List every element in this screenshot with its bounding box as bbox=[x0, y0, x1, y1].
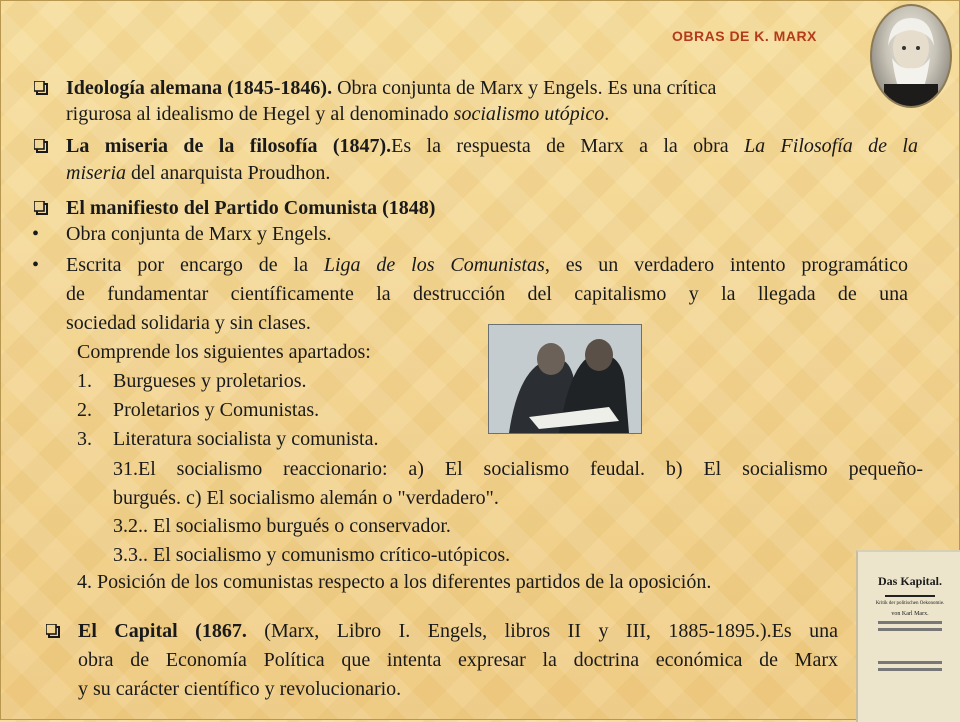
sec2-line2-post: del anarquista Proudhon. bbox=[126, 162, 331, 184]
sec3-b2-ital: Liga de los Comunistas bbox=[323, 254, 545, 276]
sec3-item-2-num: 2. bbox=[77, 399, 92, 421]
sec2-line2 bbox=[66, 161, 918, 186]
sec3-b2-line3: sociedad solidaria y sin clases. bbox=[66, 312, 311, 334]
sec3-sub1-line2: burgués. c) El socialismo alemán o "verdadero". bbox=[113, 487, 499, 509]
sec3-b1: Obra conjunta de Marx y Engels. bbox=[66, 223, 332, 245]
sec1-line2-pre: rigurosa al idealismo de Hegel y al denominado bbox=[66, 103, 454, 125]
sec3-item-1-num: 1. bbox=[77, 370, 92, 392]
sec3-item-2-text: Proletarios y Comunistas. bbox=[113, 399, 320, 421]
bullet-dot: • bbox=[32, 223, 40, 245]
sec4-title: El Capital (1867. bbox=[78, 620, 247, 642]
checkbox-bullet-icon bbox=[46, 624, 60, 638]
bullet-dot: • bbox=[32, 254, 40, 276]
sec3-item-3-text: Literatura socialista y comunista. bbox=[113, 428, 379, 450]
sec3-title: El manifiesto del Partido Comunista (1848) bbox=[66, 197, 436, 219]
sec2-title: La miseria de la filosofía (1847). bbox=[66, 135, 392, 157]
sec3-sub2: 3.2.. El socialismo burgués o conservador. bbox=[113, 515, 451, 537]
book-line bbox=[878, 621, 942, 624]
book-title: Das Kapital. bbox=[877, 574, 942, 588]
sec2-line2-ital: miseria bbox=[66, 162, 126, 184]
checkbox-bullet-icon bbox=[34, 139, 48, 153]
sec4-line1-rest: (Marx, Libro I. Engels, libros II y III, 1885-1895.).Es una bbox=[246, 620, 838, 642]
sec3-b2-line1 bbox=[66, 253, 908, 278]
sec3-item-3-num: 3. bbox=[77, 428, 92, 450]
sec3-b2-line2: de fundamentar científicamente la destrucción del capitalismo y la llegada de una bbox=[66, 283, 908, 305]
sec1-line1-rest: Obra conjunta de Marx y Engels. Es una crítica bbox=[332, 77, 717, 99]
book-line bbox=[878, 628, 942, 631]
sec2-line1-rest: Es la respuesta de Marx a la obra bbox=[391, 135, 745, 157]
sec1-line2-ital: socialismo utópico bbox=[453, 103, 605, 125]
marx-engels-illustration-icon bbox=[488, 324, 642, 434]
sec1-title: Ideología alemana (1845-1846). bbox=[66, 77, 333, 99]
sec3-b2-post: , es un verdadero intento programático bbox=[544, 254, 909, 276]
sec1-line2-post: . bbox=[604, 103, 610, 125]
book-rule bbox=[885, 595, 935, 597]
sec3-sub1-line1: 31.El socialismo reaccionario: a) El socialismo feudal. b) El socialismo pequeño- bbox=[113, 458, 923, 480]
book-author: von Karl Marx. bbox=[891, 611, 929, 617]
checkbox-bullet-icon bbox=[34, 81, 48, 95]
sec1-line1 bbox=[66, 76, 866, 101]
sec4-line1 bbox=[78, 619, 838, 644]
sec3-item-4: 4. Posición de los comunistas respecto a los diferentes partidos de la oposición. bbox=[77, 571, 712, 593]
marx-portrait-icon bbox=[870, 4, 952, 108]
book-line bbox=[878, 668, 942, 671]
sec2-line1 bbox=[66, 134, 918, 159]
sec3-sub3: 3.3.. El socialismo y comunismo crítico-utópicos. bbox=[113, 544, 511, 566]
sec2-line1-ital: La Filosofía de la bbox=[744, 135, 918, 157]
das-kapital-book-cover bbox=[856, 550, 960, 722]
sec4-line3: y su carácter científico y revolucionario. bbox=[78, 678, 402, 700]
sec4-line2: obra de Economía Política que intenta expresar la doctrina económica de Marx bbox=[78, 649, 838, 671]
slide-header: OBRAS DE K. MARX bbox=[672, 28, 817, 44]
sec3-item-1-text: Burgueses y proletarios. bbox=[113, 370, 307, 392]
sec3-b2-pre: Escrita por encargo de la bbox=[66, 254, 324, 276]
sec1-line2 bbox=[66, 102, 866, 127]
checkbox-bullet-icon bbox=[34, 201, 48, 215]
sec3-intro: Comprende los siguientes apartados: bbox=[77, 341, 371, 363]
book-line bbox=[878, 661, 942, 664]
book-subtitle: Kritik der politischen Oekonomie. bbox=[875, 601, 945, 606]
